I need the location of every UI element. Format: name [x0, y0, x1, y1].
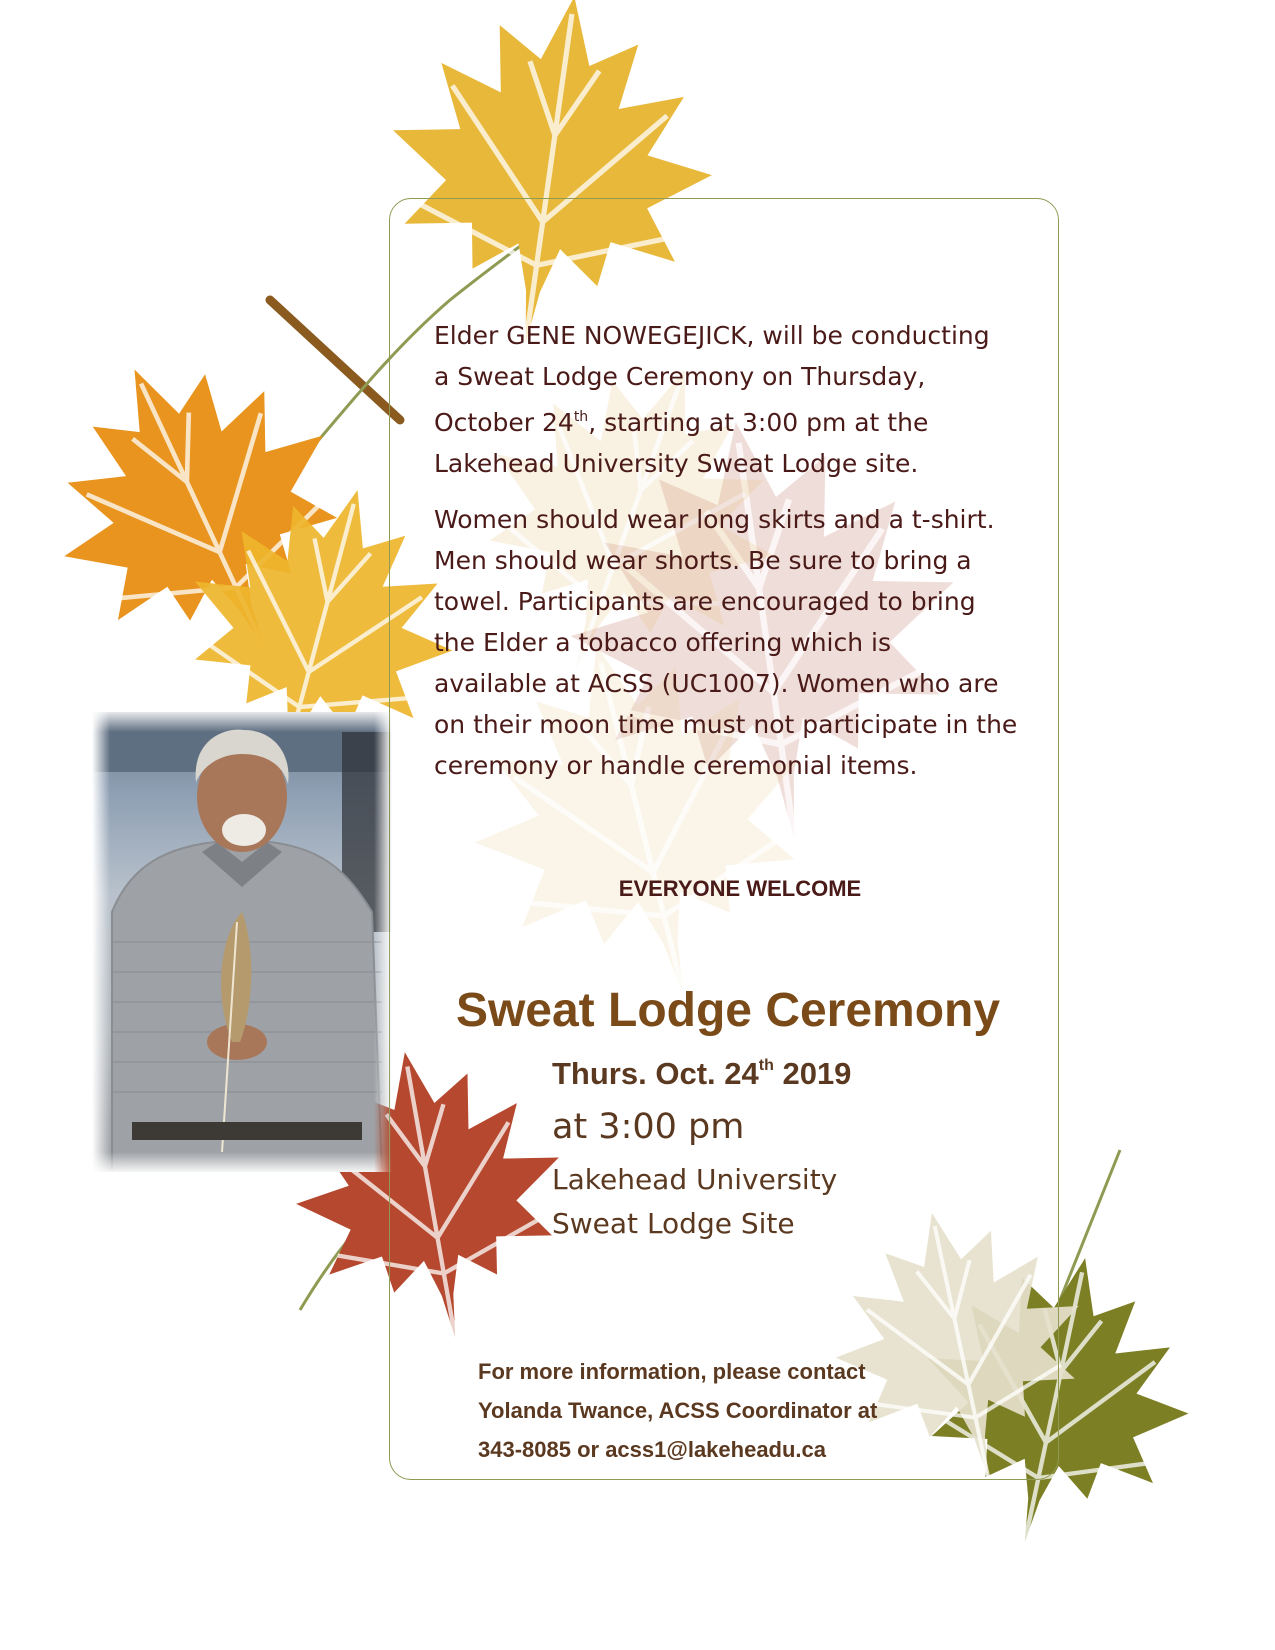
instructions-paragraph	[434, 499, 1034, 786]
contact-line: Yolanda Twance, ACSS Coordinator at	[478, 1398, 878, 1423]
intro-line-date: October 24th, starting at 3:00 pm at the	[434, 408, 929, 437]
elder-photo	[92, 712, 392, 1172]
instructions-line: ceremony or handle ceremonial items.	[434, 751, 918, 780]
instructions-line: Men should wear shorts. Be sure to bring a	[434, 546, 972, 575]
instructions-line: on their moon time must not participate in the	[434, 710, 1018, 739]
intro-line: Lakehead University Sweat Lodge site.	[434, 449, 919, 478]
event-location-line1: Lakehead University	[552, 1163, 838, 1196]
everyone-welcome-heading: EVERYONE WELCOME	[618, 876, 862, 901]
event-title: Sweat Lodge Ceremony	[455, 984, 1001, 1037]
contact-info	[478, 1352, 1038, 1469]
contact-line: 343-8085 or acss1@lakeheadu.ca	[478, 1437, 827, 1462]
leaf-stem-olive	[1060, 1150, 1120, 1300]
instructions-line: the Elder a tobacco offering which is	[434, 628, 892, 657]
leaf-stem-top	[270, 300, 400, 420]
event-date: Thurs. Oct. 24th 2019	[552, 1056, 852, 1091]
intro-line: Elder GENE NOWEGEJICK, will be conducting	[434, 321, 990, 350]
event-time: at 3:00 pm	[552, 1107, 745, 1147]
instructions-line: towel. Participants are encouraged to bring	[434, 587, 976, 616]
contact-line: For more information, please contact	[478, 1359, 866, 1384]
event-location-line2: Sweat Lodge Site	[552, 1207, 795, 1240]
intro-line: a Sweat Lodge Ceremony on Thursday,	[434, 362, 926, 391]
intro-paragraph	[434, 315, 1034, 484]
instructions-line: Women should wear long skirts and a t-shirt.	[434, 505, 995, 534]
instructions-line: available at ACSS (UC1007). Women who are	[434, 669, 999, 698]
